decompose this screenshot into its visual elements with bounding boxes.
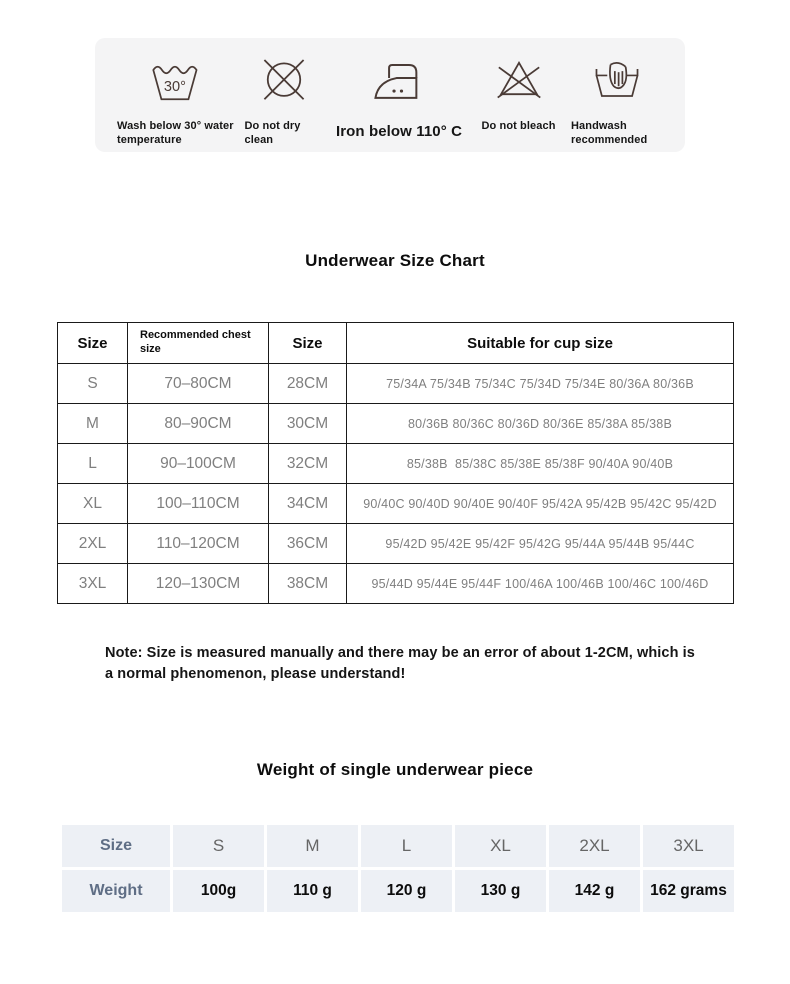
chest-cell: 90–100CM [128, 444, 269, 484]
care-item-handwash [571, 52, 663, 148]
size-chart-table [57, 322, 734, 604]
band-cell: 28CM [269, 364, 347, 404]
size-chart-row [58, 444, 734, 484]
do-not-dry-clean-icon [256, 55, 312, 111]
chest-cell: 80–90CM [128, 404, 269, 444]
care-instructions-panel [95, 38, 685, 152]
size-chart-title: Underwear Size Chart [305, 251, 485, 270]
chest-cell: 110–120CM [128, 524, 269, 564]
size-note: Note: Size is measured manually and there may be an error of about 1-2CM, which is a normal phenomenon, please understand! [105, 645, 695, 683]
chest-cell: 70–80CM [128, 364, 269, 404]
weight-table-weight-value: 142 g [549, 870, 640, 912]
cup-cell: 75/34A 75/34B 75/34C 75/34D 75/34E 80/36A 80/36B [347, 364, 734, 404]
do-not-bleach-icon [490, 52, 548, 114]
weight-table-weight-value: 110 g [267, 870, 358, 912]
wash-below-30-icon [147, 56, 205, 110]
weight-section-title: Weight of single underwear piece [256, 760, 534, 779]
size-cell: 3XL [58, 564, 128, 604]
size-cell: S [58, 364, 128, 404]
care-item-wash [117, 52, 235, 148]
band-cell: 32CM [269, 444, 347, 484]
band-cell: 34CM [269, 484, 347, 524]
band-cell: 38CM [269, 564, 347, 604]
weight-table-weight-value: 100g [173, 870, 264, 912]
weight-table-size-label: Size [62, 825, 170, 867]
wash-below-30-icon [147, 52, 205, 114]
care-item-no-dry-clean [245, 52, 323, 148]
weight-table-size-value: XL [455, 825, 546, 867]
size-chart-row [58, 484, 734, 524]
cup-cell: 80/36B 80/36C 80/36D 80/36E 85/38A 85/38B [347, 404, 734, 444]
size-chart-row [58, 524, 734, 564]
do-not-bleach-icon [490, 55, 548, 111]
weight-table-weight-value: 130 g [455, 870, 546, 912]
size-chart-row [58, 364, 734, 404]
weight-table [62, 825, 734, 912]
care-item-label: Iron below 110° C [335, 123, 463, 140]
weight-table-size-value: 2XL [549, 825, 640, 867]
iron-below-110-icon [368, 52, 430, 114]
care-item-no-bleach [476, 52, 562, 133]
size-chart-row [58, 564, 734, 604]
weight-table-weight-value: 120 g [361, 870, 452, 912]
care-item-label: Do not bleach [481, 120, 556, 132]
weight-table-size-value: 3XL [643, 825, 734, 867]
size-chart-row [58, 404, 734, 444]
cup-cell: 90/40C 90/40D 90/40E 90/40F 95/42A 95/42B 95/42C 95/42D [347, 484, 734, 524]
size-cell: M [58, 404, 128, 444]
weight-table-size-value: M [267, 825, 358, 867]
size-cell: XL [58, 484, 128, 524]
cup-cell: 95/42D 95/42E 95/42F 95/42G 95/44A 95/44B 95/44C [347, 524, 734, 564]
weight-table-size-value: L [361, 825, 452, 867]
cup-cell: 85/38B 85/38C 85/38E 85/38F 90/40A 90/40B [347, 444, 734, 484]
cup-cell: 95/44D 95/44E 95/44F 100/46A 100/46B 100/46C 100/46D [347, 564, 734, 604]
care-item-label: Handwash recommended [571, 120, 648, 147]
handwash-icon [590, 55, 644, 111]
care-item-label: Do not dry clean [244, 120, 301, 147]
size-cell: 2XL [58, 524, 128, 564]
weight-table-size-value: S [173, 825, 264, 867]
chest-cell: 120–130CM [128, 564, 269, 604]
size-chart-body [58, 364, 734, 604]
handwash-icon [590, 52, 644, 114]
weight-table-weight-value: 162 grams [643, 870, 734, 912]
column-header-size: Size [58, 323, 128, 364]
band-cell: 30CM [269, 404, 347, 444]
chest-cell: 100–110CM [128, 484, 269, 524]
svg-text:30°: 30° [163, 79, 186, 96]
column-header-cup: Suitable for cup size [347, 323, 734, 364]
weight-table-weight-label: Weight [62, 870, 170, 912]
column-header-size2: Size [269, 323, 347, 364]
iron-below-110-icon [368, 58, 430, 108]
size-chart-header-row [58, 323, 734, 364]
size-cell: L [58, 444, 128, 484]
do-not-dry-clean-icon [256, 52, 312, 114]
care-item-iron [332, 52, 466, 142]
column-header-chest: Recommended chest size [128, 323, 269, 364]
band-cell: 36CM [269, 524, 347, 564]
care-item-label: Wash below 30° water temperature [117, 120, 234, 147]
